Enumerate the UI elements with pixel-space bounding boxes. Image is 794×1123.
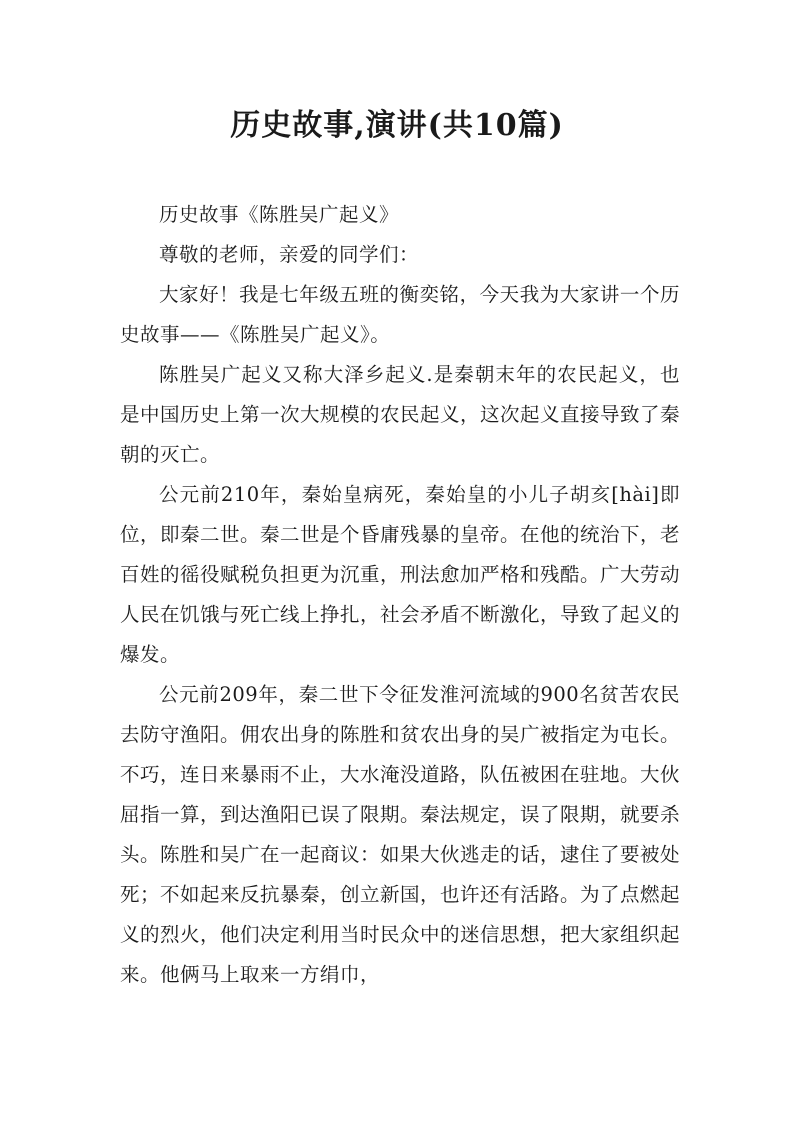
paragraph-intro: 陈胜吴广起义又称大泽乡起义.是秦朝末年的农民起义，也是中国历史上第一次大规模的农民起义，这次起义直接导致了秦朝的灭亡。: [120, 363, 681, 466]
paragraph-background: 公元前210年，秦始皇病死，秦始皇的小儿子胡亥[hài]即位，即秦二世。秦二世是个昏庸残暴的皇帝。在他的统治下，老百姓的徭役赋税负担更为沉重，刑法愈加严格和残酷。广大劳动人民在饥饿与死亡线上挣扎，社会矛盾不断激化，导致了起义的爆发。: [120, 483, 681, 666]
paragraph-greeting: 大家好！我是七年级五班的衡奕铭，今天我为大家讲一个历史故事——《陈胜吴广起义》。: [120, 283, 680, 346]
document-body: [120, 195, 680, 995]
paragraph-salutation: 尊敬的老师，亲爱的同学们：: [159, 243, 420, 266]
document-title: 历史故事,演讲(共10篇): [230, 108, 564, 143]
paragraph-uprising: 公元前209年，秦二世下令征发淮河流域的900名贫苦农民去防守渔阳。佣农出身的陈胜和贫农出身的吴广被指定为屯长。不巧，连日来暴雨不止，大水淹没道路，队伍被困在驻地。大伙屈指一算，到达渔阳已误了限期。秦法规定，误了限期，就要杀头。陈胜和吴广在一起商议：如果大伙逃走的话，逮住了要被处死；不如起来反抗暴秦，创立新国，也许还有活路。为了点燃起义的烈火，他们决定利用当时民众中的迷信思想，把大家组织起来。他俩马上取来一方绢巾，: [120, 683, 681, 986]
paragraph-story-title: 历史故事《陈胜吴广起义》: [159, 203, 400, 226]
